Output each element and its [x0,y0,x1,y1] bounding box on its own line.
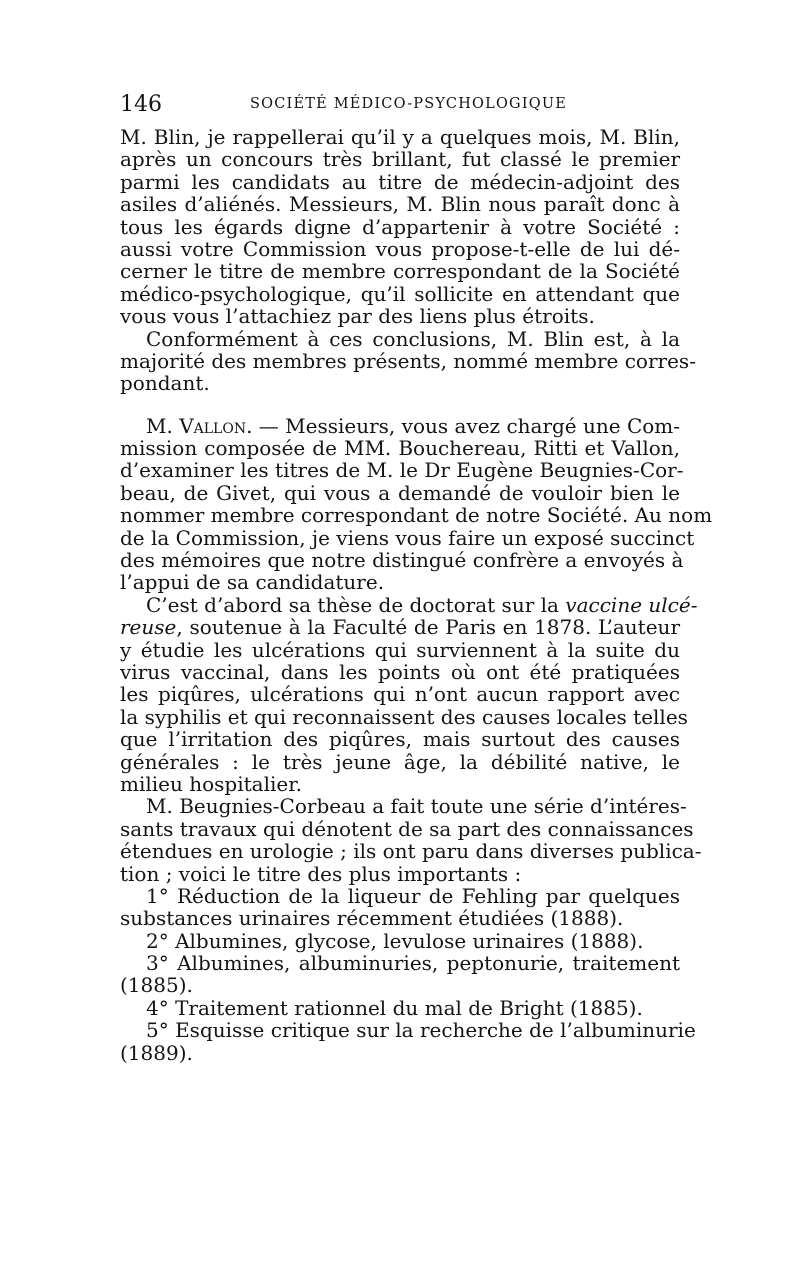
speaker-name: M. Vallon. [146,413,253,438]
text-line: majorité des membres présents, nommé membre corres- [120,348,696,373]
list-item-continuation: (1889). [120,1040,193,1065]
text-line: étendues en urologie ; ils ont paru dans diverses publica- [120,839,702,864]
text-line: pondant. [120,371,210,396]
text-line: parmi les candidats au titre de médecin-adjoint des [120,169,680,194]
text-line: l’appui de sa candidature. [120,570,385,595]
list-item: 5° Esquisse critique sur la recherche de l’albuminurie [146,1018,696,1043]
text-line: de la Commission, je viens vous faire un exposé succinct [120,525,695,550]
text-line: vous vous l’attachiez par des liens plus étroits. [120,304,595,329]
text-line: d’examiner les titres de M. le Dr Eugène Beugnies-Cor- [120,458,684,483]
page-number: 146 [120,92,162,117]
text-line: tous les égards digne d’appartenir à votre Société : [120,214,680,239]
list-item-continuation: (1885). [120,973,193,998]
text-line: sants travaux qui dénotent de sa part des connaissances [120,816,694,841]
text-line: milieu hospitalier. [120,771,302,796]
text-fragment: , soutenue à la Faculté de Paris en 1878. L’auteur [176,615,680,640]
text-line: après un concours très brillant, fut classé le premier [120,147,680,172]
text-line: virus vaccinal, dans les points où ont été pratiquées [120,659,680,684]
text-fragment: C’est d’abord sa thèse de doctorat sur la [146,592,566,617]
text-line: asiles d’aliénés. Messieurs, M. Blin nous paraît donc à [120,192,680,217]
text-line: les piqûres, ulcérations qui n’ont aucun rapport avec [120,682,680,707]
list-item: 3° Albumines, albuminuries, peptonurie, traitement [146,951,680,976]
paragraph-gap [120,395,680,415]
text-line: générales : le très jeune âge, la débilité native, le [120,749,680,774]
text-line: la syphilis et qui reconnaissent des causes locales telles [120,704,688,729]
italic-title: reuse [120,615,177,640]
running-head [120,92,680,122]
text-line [120,616,680,638]
text-line: M. Beugnies-Corbeau a fait toute une série d’intéres- [146,794,687,819]
text-line [120,592,698,617]
text-line: mission composée de MM. Bouchereau, Ritti et Vallon, [120,436,680,461]
list-item: 1° Réduction de la liqueur de Fehling par quelques [146,883,680,908]
list-item-continuation: substances urinaires récemment étudiées (1888). [120,906,624,931]
text-fragment: — Messieurs, vous avez chargé une Com- [252,413,681,438]
text-line: tion ; voici le titre des plus importants : [120,861,522,886]
text-line: y étudie les ulcérations qui surviennent à la suite du [120,637,680,662]
list-item: 4° Traitement rationnel du mal de Bright (1885). [146,995,643,1020]
text-line: Conformément à ces conclusions, M. Blin est, à la [146,326,680,351]
text-line: nommer membre correspondant de notre Société. Au nom [120,503,713,528]
text-line: médico-psychologique, qu’il sollicite en attendant que [120,281,680,306]
text-line [120,415,680,437]
text-line: M. Blin, je rappellerai qu’il y a quelques mois, M. Blin, [120,125,680,149]
text-line: beau, de Givet, qui vous a demandé de vouloir bien le [120,480,680,505]
text-line: cerner le titre de membre correspondant de la Société [120,259,680,284]
body-text [120,125,713,1065]
text-line: que l’irritation des piqûres, mais surtout des causes [120,727,680,752]
running-title: SOCIÉTÉ MÉDICO-PSYCHOLOGIQUE [250,96,568,112]
italic-title: vaccine ulcé- [565,592,698,617]
text-line: des mémoires que notre distingué confrère a envoyés à [120,548,684,573]
text-line: aussi votre Commission vous propose-t-elle de lui dé- [120,236,680,261]
list-item: 2° Albumines, glycose, levulose urinaires (1888). [146,928,644,953]
